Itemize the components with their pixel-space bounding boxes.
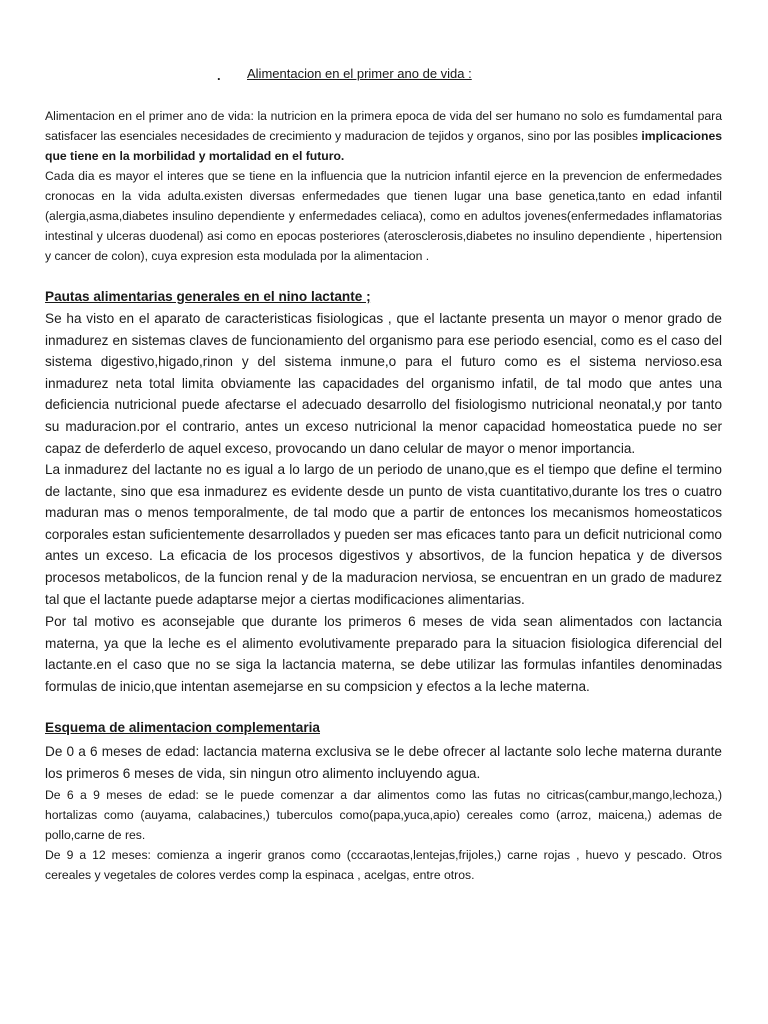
feeding-item-6-9 [45, 785, 722, 845]
feeding-item-9-12 [45, 845, 722, 885]
section-1-paragraph-2 [45, 459, 722, 610]
section-1-paragraph-3-text: Por tal motivo es aconsejable que durante los primeros 6 meses de vida sean alimentados con lactancia materna, ya que la leche es el alimento evolutivamente preparado para la situacion fisiologica diferencial del lactante.en el caso que no se siga la lactancia materna, se debe utilizar las formulas infantiles denominadas formulas de inicio,que intentan asemejarse en su compsicion y efectos a la leche materna. [45, 614, 722, 694]
intro-text: Alimentacion en el primer ano de vida: la nutricion en la primera epoca de vida del ser humano no solo es fumdamental para satisfacer las esenciales necesidades de crecimiento y maduracion de tejidos y organos, sino por las posibles [45, 109, 722, 143]
section-1-paragraph-2-text: La inmadurez del lactante no es igual a lo largo de un periodo de unano,que es el tiempo que define el termino de lactante, sino que esa inmadurez es evidente desde un punto de vista cuantitativo,durante los tres o cuatro maduran mas o menos temporalmente, de tal modo que a partir de entonces los mecanismos homeostaticos corporales estan suficientemente desarrollados y pueden ser mas eficaces tanto para un deficit nutricional como antes un exceso. La eficacia de los procesos digestivos y absortivos, de la funcion hepatica y de diversos procesos metabolicos, de la funcion renal y de la maduracion nerviosa, se encuentran en un grado de madurez tal que el lactante puede adaptarse mejor a ciertas modificaciones alimentarias. [45, 462, 722, 607]
section-1-paragraph-1-text: Se ha visto en el aparato de caracteristicas fisiologicas , que el lactante presenta un mayor o menor grado de inmadurez en sistemas claves de funcionamiento del organismo para ese periodo esencial, como es el caso del sistema digestivo,higado,rinon y del sistema inmune,o para el futuro como es el sistema nervioso.esa inmadurez neta total limita obviamente las capacidades del organismo infatil, de tal modo que antes una deficiencia nutricional puede afectarse el adecuado desarrollo del fisiologismo nutricional neonatal,y por tanto su maduracion.por el contrario, antes un exceso nutricional la menor capacidad homeostatica puede no ser capaz de deferderlo de aquel exceso, provocando un dano celular de mayor o menor importancia. [45, 311, 722, 456]
intro-bold-text: implicaciones que tiene en la morbilidad y mortalidad en el futuro. [45, 129, 722, 163]
title-row [45, 66, 722, 86]
feeding-item-0-6-text: De 0 a 6 meses de edad: lactancia materna exclusiva se le debe ofrecer al lactante solo leche materna durante los primeros 6 meses de vida, sin ningun otro alimento incluyendo agua. [45, 744, 722, 781]
document-title: Alimentacion en el primer ano de vida : [247, 66, 472, 81]
title-marker: . [217, 68, 221, 83]
paragraph-2-text: Cada dia es mayor el interes que se tiene en la influencia que la nutricion infantil ejerce en la prevencion de enfermedades cronocas en la vida adulta.existen diversas enfermedades que tienen lugar una base genetica,tanto en edad infantil (alergia,asma,diabetes insulino dependiente y enfermedades celiaca), como en adultos jovenes(enfermedades inflamatorias intestinal y ulceras duodenal) asi como en epocas posteriores (aterosclerosis,diabetes no insulino dependiente , hipertension y cancer de colon), cuya expresion esta modulada por la alimentacion . [45, 169, 722, 263]
feeding-item-0-6 [45, 741, 722, 784]
section-1-heading: Pautas alimentarias generales en el nino lactante ; [45, 289, 371, 304]
section-1-paragraph-3 [45, 611, 722, 697]
feeding-item-6-9-text: De 6 a 9 meses de edad: se le puede comenzar a dar alimentos como las futas no citricas(cambur,mango,lechoza,) hortalizas como (auyama, calabacines,) tuberculos como(papa,yuca,apio) cereales como (arroz, maicena,) ademas de pollo,carne de res. [45, 788, 722, 842]
section-2-heading: Esquema de alimentacion complementaria [45, 720, 320, 735]
intro-paragraph [45, 106, 722, 166]
paragraph-2 [45, 166, 722, 266]
section-1-paragraph-1 [45, 308, 722, 459]
feeding-item-9-12-text: De 9 a 12 meses: comienza a ingerir granos como (cccaraotas,lentejas,frijoles,) carne rojas , huevo y pescado. Otros cereales y vegetales de colores verdes comp la espinaca , acelgas, entre otros. [45, 848, 722, 882]
